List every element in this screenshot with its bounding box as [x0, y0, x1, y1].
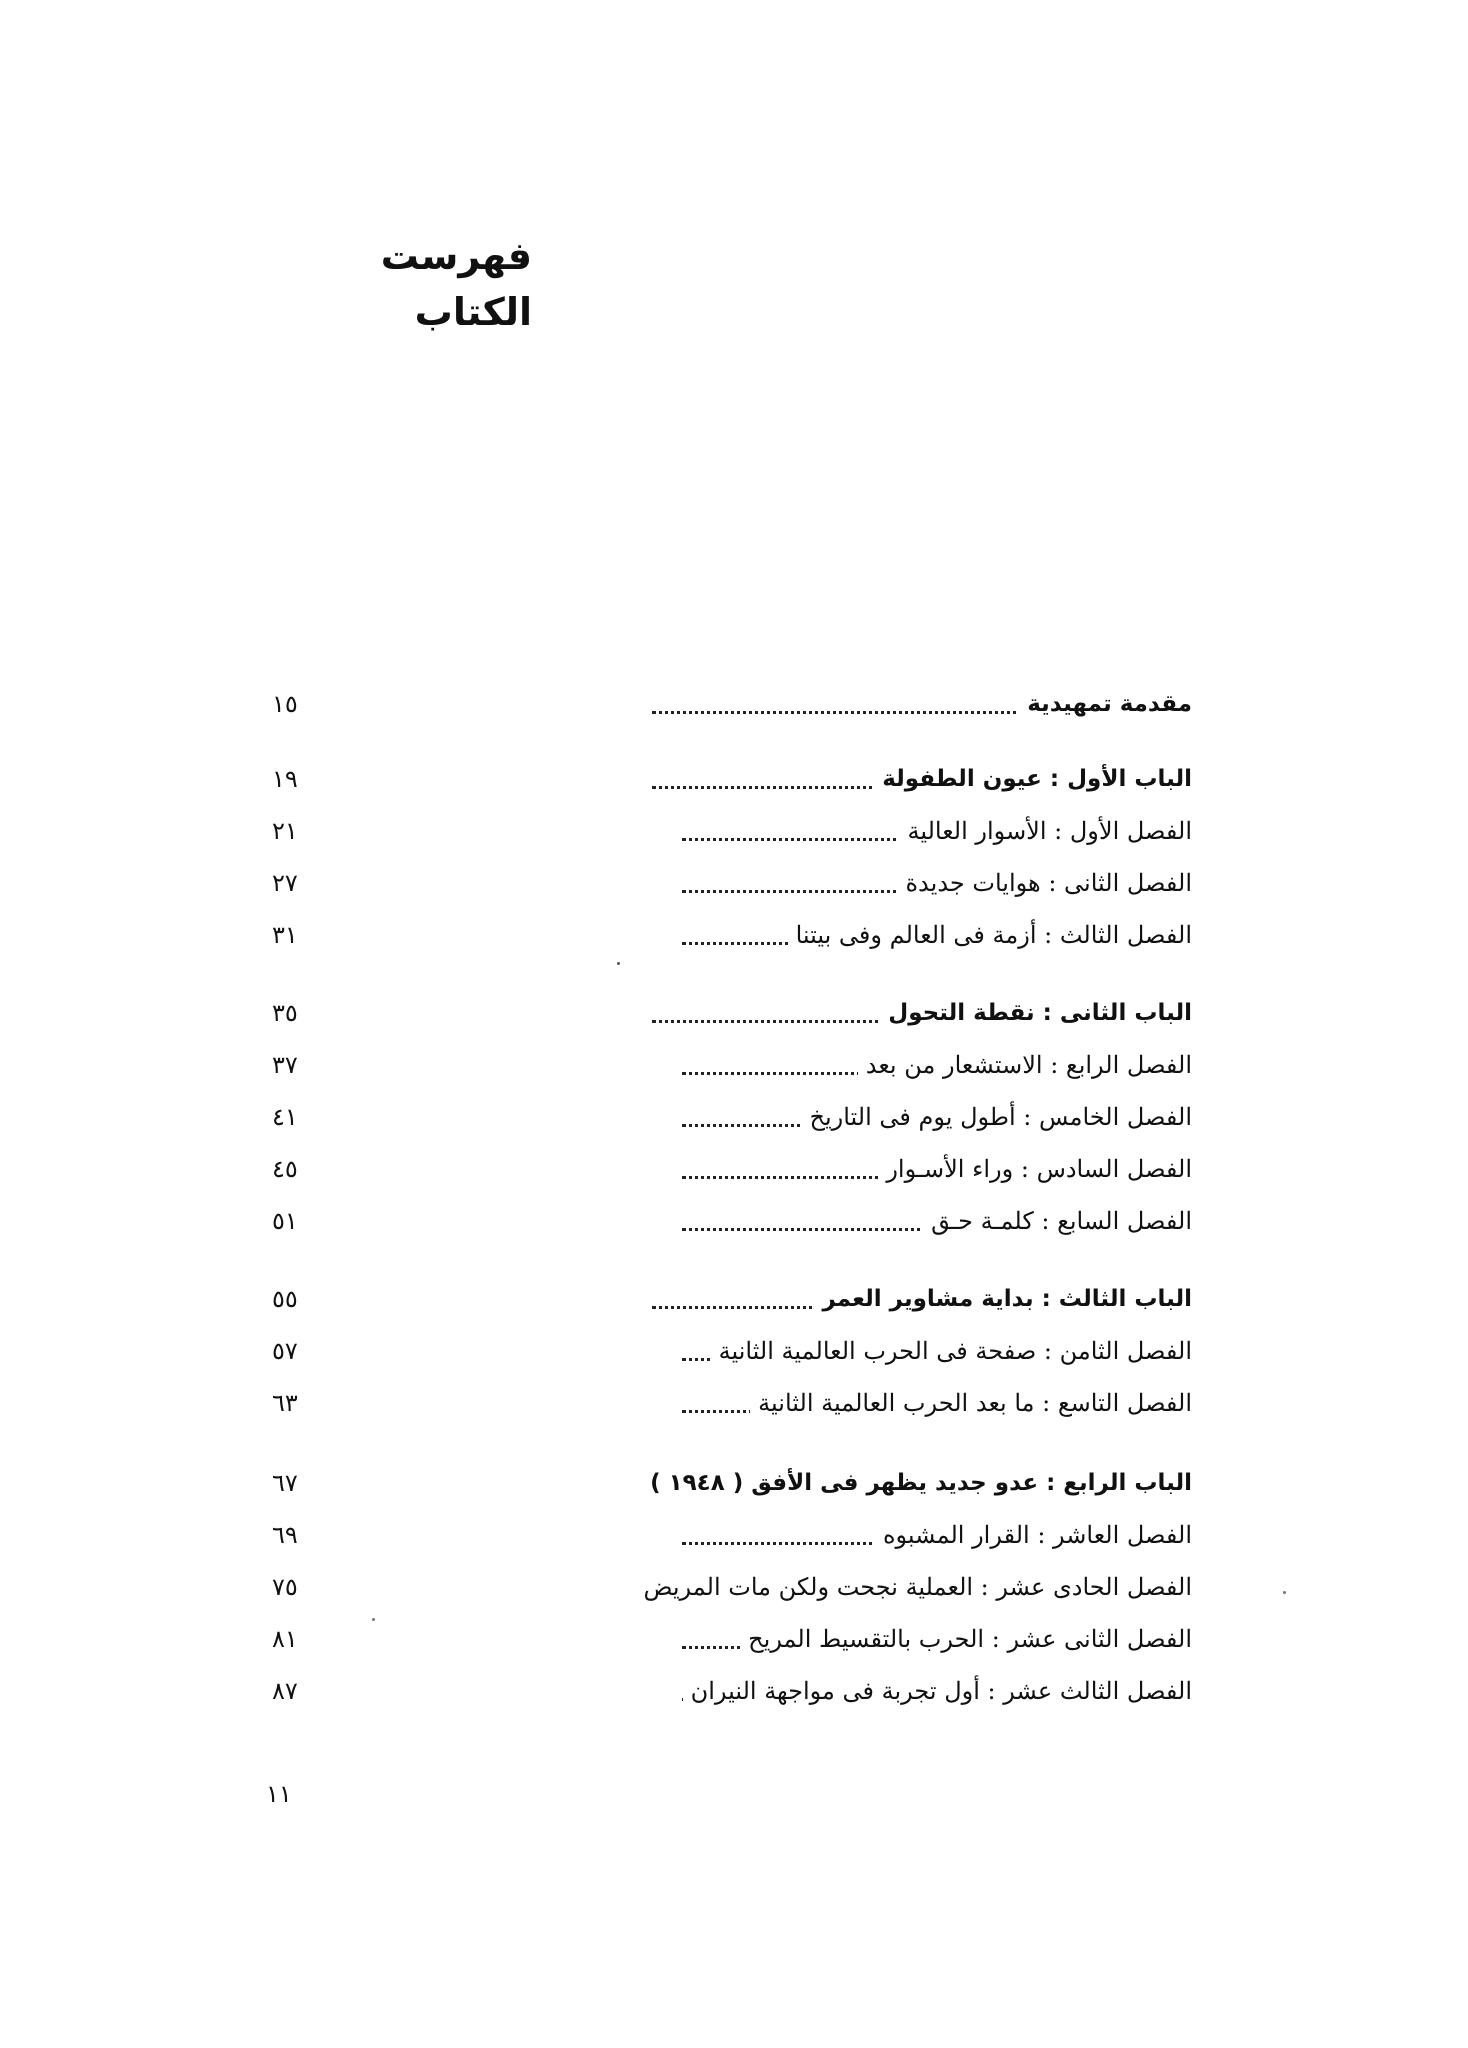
- toc-entry-chapter-4: [272, 1039, 1192, 1091]
- toc-page-number: ٨١: [272, 1625, 298, 1653]
- toc-entry-title: الفصل الثالث عشر : أول تجربة فى مواجهة النيران: [683, 1677, 1192, 1705]
- toc-entry-chapter-13: [272, 1665, 1192, 1717]
- toc-entry-title: الباب الرابع : عدو جديد يظهر فى الأفق ( ١٩٤٨ ): [642, 1470, 1192, 1496]
- toc-entry-part-1: [272, 753, 1192, 805]
- toc-page-number: ٨٧: [272, 1677, 298, 1705]
- scan-speck: [372, 1618, 375, 1621]
- toc-page-number: ٦٩: [272, 1521, 298, 1549]
- toc-page-number: ٦٧: [272, 1469, 298, 1497]
- toc-page-number: ٥٥: [272, 1285, 298, 1313]
- toc-entry-chapter-3: [272, 909, 1192, 961]
- toc-entry-part-3: [272, 1273, 1192, 1325]
- toc-entry-title: مقدمة تمهيدية: [1019, 691, 1192, 717]
- toc-entry-title: الفصل الرابع : الاستشعار من بعد: [858, 1051, 1192, 1079]
- toc-entry-title: الفصل العاشر : القرار المشبوه: [875, 1521, 1192, 1549]
- toc-entry-title: الفصل السادس : وراء الأسـوار: [878, 1155, 1192, 1183]
- toc-entry-title: الباب الأول : عيون الطفولة: [874, 766, 1192, 792]
- toc-page-number: ٢١: [272, 817, 298, 845]
- toc-page-number: ٤١: [272, 1103, 298, 1131]
- toc-entry-title: الفصل الخامس : أطول يوم فى التاريخ: [801, 1103, 1192, 1131]
- page-title: فهرست الكتاب: [380, 234, 532, 334]
- scan-speck: [617, 962, 620, 965]
- toc-entry-title: الفصل الثانى عشر : الحرب بالتقسيط المريح: [740, 1625, 1192, 1653]
- toc-entry-title: الباب الثانى : نقطة التحول: [880, 1000, 1192, 1026]
- toc-entry-part-4: [272, 1457, 1192, 1509]
- toc-page-number: ٧٥: [272, 1573, 298, 1601]
- toc-entry-chapter-9: [272, 1377, 1192, 1429]
- toc-page-number: ٥٧: [272, 1337, 298, 1365]
- toc-entry-title: الفصل الثانى : هوايات جديدة: [897, 869, 1192, 897]
- toc-entry-part-2: [272, 987, 1192, 1039]
- toc-page-number: ٦٣: [272, 1389, 298, 1417]
- toc-entry-introduction: [272, 678, 1192, 730]
- toc-entry-chapter-5: [272, 1091, 1192, 1143]
- toc-entry-title: الباب الثالث : بداية مشاوير العمر: [814, 1286, 1192, 1312]
- toc-entry-title: الفصل الثالث : أزمة فى العالم وفى بيتنا: [788, 921, 1192, 949]
- toc-page-number: ٣٧: [272, 1051, 298, 1079]
- toc-page-number: ٣١: [272, 921, 298, 949]
- toc-page-number: ٤٥: [272, 1155, 298, 1183]
- toc-entry-chapter-12: [272, 1613, 1192, 1665]
- page-number: ١١: [266, 1780, 292, 1808]
- toc-entry-chapter-2: [272, 857, 1192, 909]
- toc-entry-chapter-11: [272, 1561, 1192, 1613]
- toc-page-number: ٣٥: [272, 999, 298, 1027]
- scan-speck: [1283, 1591, 1286, 1594]
- toc-entry-chapter-6: [272, 1143, 1192, 1195]
- toc-page-number: ٥١: [272, 1207, 298, 1235]
- toc-entry-title: الفصل السابع : كلمـة حـق: [923, 1207, 1192, 1235]
- toc-entry-chapter-10: [272, 1509, 1192, 1561]
- toc-page-number: ٢٧: [272, 869, 298, 897]
- toc-entry-title: الفصل الأول : الأسوار العالية: [899, 817, 1192, 845]
- toc-page-number: ١٥: [272, 690, 298, 718]
- toc-page-number: ١٩: [272, 765, 298, 793]
- toc-entry-chapter-7: [272, 1195, 1192, 1247]
- toc-entry-title: الفصل الحادى عشر : العملية نجحت ولكن مات المريض: [635, 1573, 1192, 1601]
- toc-entry-title: الفصل التاسع : ما بعد الحرب العالمية الثانية: [750, 1389, 1192, 1417]
- toc-entry-chapter-8: [272, 1325, 1192, 1377]
- toc-entry-chapter-1: [272, 805, 1192, 857]
- toc-entry-title: الفصل الثامن : صفحة فى الحرب العالمية الثانية: [711, 1337, 1192, 1365]
